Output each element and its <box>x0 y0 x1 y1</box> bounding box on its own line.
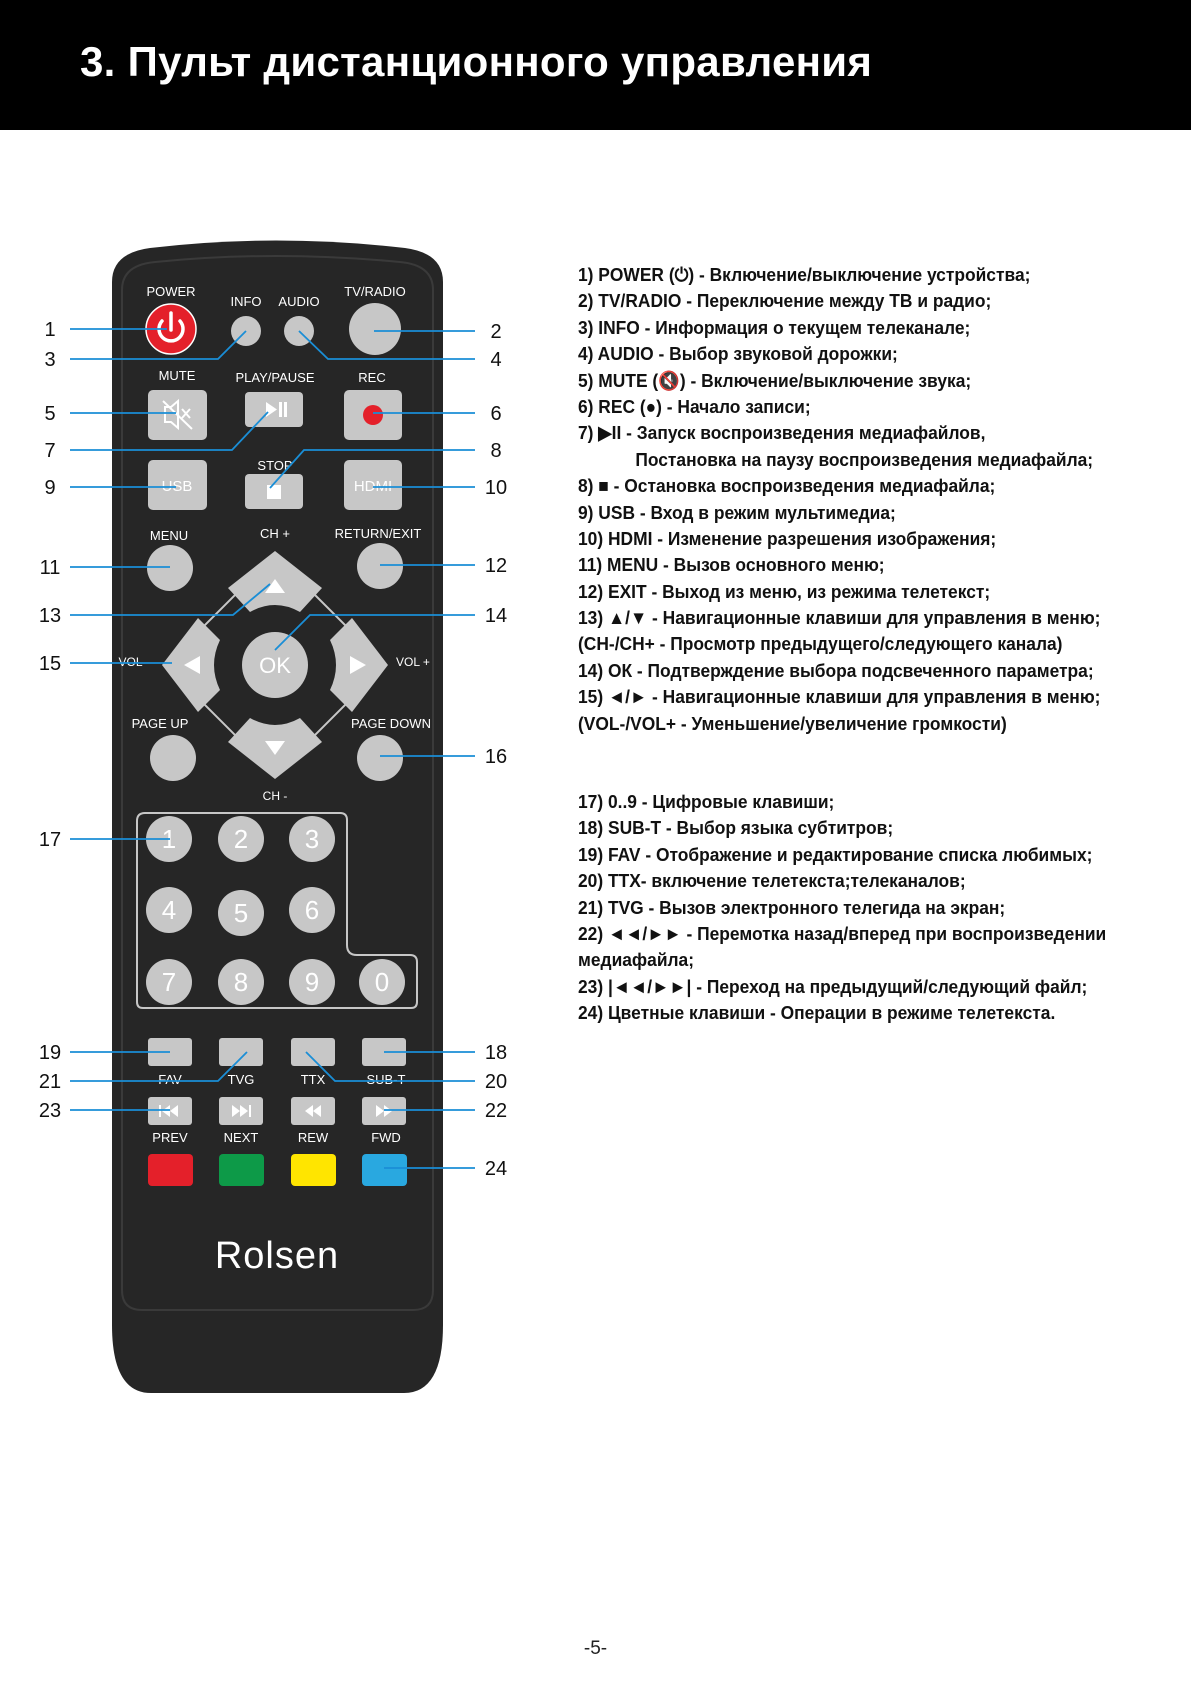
desc-spacer <box>578 737 1142 789</box>
desc-digits: 17) 0..9 - Цифровые клавиши; <box>578 791 835 813</box>
digit-button-6[interactable] <box>289 887 335 933</box>
usb-button[interactable] <box>148 460 207 510</box>
play-pause-button[interactable] <box>245 392 303 427</box>
callout-16: 16 <box>484 746 508 768</box>
page-up-label: PAGE UP <box>131 716 189 731</box>
hdmi-button[interactable] <box>344 460 402 510</box>
digit-button-7[interactable] <box>146 959 192 1005</box>
info-label: INFO <box>230 294 262 309</box>
desc-rew-fwd-cont: медиафайла; <box>578 949 695 971</box>
callout-11: 11 <box>39 557 61 579</box>
page-down-label: PAGE DOWN <box>351 716 431 731</box>
callout-12: 12 <box>484 555 508 577</box>
callout-10: 10 <box>484 477 508 499</box>
stop-icon <box>267 485 281 499</box>
desc-stop: 8) ■ - Остановка воспроизведения медиафайла; <box>578 475 996 497</box>
callout-4: 4 <box>490 349 502 371</box>
digit-button-8[interactable] <box>218 959 264 1005</box>
desc-fav: 19) FAV - Отображение и редактирование списка любимых; <box>578 843 1093 865</box>
page-number: -5- <box>583 1638 608 1659</box>
tv-radio-label: TV/RADIO <box>344 284 406 299</box>
desc-color-keys: 24) Цветные клавиши - Операции в режиме телетекста. <box>578 1002 1056 1024</box>
desc-info: 3) INFO - Информация о текущем телеканале; <box>578 316 971 338</box>
callout-22: 22 <box>484 1100 508 1122</box>
desc-hdmi: 10) HDMI - Изменение разрешения изображения; <box>578 527 997 549</box>
digit-button-0[interactable] <box>359 959 405 1005</box>
page-down-button[interactable] <box>357 735 403 781</box>
rew-label: REW <box>297 1130 329 1145</box>
desc-ok: 14) ОК - Подтверждение выбора подсвеченного параметра; <box>578 659 1094 681</box>
callout-15: 15 <box>38 653 62 675</box>
digit-label: 4 <box>161 895 177 925</box>
prev-label: PREV <box>152 1130 188 1145</box>
yellow-button[interactable] <box>291 1154 336 1186</box>
callout-5: 5 <box>44 403 56 425</box>
prev-button[interactable] <box>148 1097 192 1125</box>
desc-ch: (CH-/CH+ - Просмотр предыдущего/следующего канала) <box>578 633 1063 655</box>
page-title: 3. Пульт дистанционного управления <box>80 38 873 85</box>
desc-usb: 9) USB - Вход в режим мультимедиа; <box>578 501 896 523</box>
hdmi-label: HDMI <box>353 478 393 495</box>
digit-label: 5 <box>233 898 249 928</box>
rew-button[interactable] <box>291 1097 335 1125</box>
callout-7: 7 <box>44 440 56 462</box>
green-button[interactable] <box>219 1154 264 1186</box>
stop-button[interactable] <box>245 474 303 509</box>
digit-label: 9 <box>304 967 320 997</box>
desc-vol: (VOL-/VOL+ - Уменьшение/увеличение громкости) <box>578 712 1007 734</box>
sub-t-label: SUB-T <box>366 1072 406 1087</box>
callout-8: 8 <box>490 440 502 462</box>
desc-prev-next: 23) |◄◄/►►| - Переход на предыдущий/следующий файл; <box>578 975 1088 997</box>
rec-button[interactable] <box>344 390 402 440</box>
desc-rec: 6) REC (●) - Начало записи; <box>578 395 811 417</box>
fav-label: FAV <box>158 1072 182 1087</box>
callout-3: 3 <box>44 349 56 371</box>
ttx-button[interactable] <box>291 1038 335 1066</box>
menu-button[interactable] <box>147 545 193 591</box>
desc-left-right: 15) ◄/► - Навигационные клавиши для управления в меню; <box>578 686 1101 708</box>
play-pause-label: PLAY/PAUSE <box>235 370 315 385</box>
digit-label: 2 <box>233 824 249 854</box>
desc-rew-fwd: 22) ◄◄/►► - Перемотка назад/вперед при воспроизведении <box>578 922 1107 944</box>
digit-button-4[interactable] <box>146 887 192 933</box>
digit-label: 3 <box>304 824 320 854</box>
digit-button-5[interactable] <box>218 890 264 936</box>
digit-label: 7 <box>161 967 177 997</box>
desc-sub-t: 18) SUB-T - Выбор языка субтитров; <box>578 817 894 839</box>
callout-6: 6 <box>490 403 502 425</box>
callout-14: 14 <box>484 605 508 627</box>
page-up-button[interactable] <box>150 735 196 781</box>
desc-audio: 4) AUDIO - Выбор звуковой дорожки; <box>578 343 898 365</box>
callout-9: 9 <box>44 477 56 499</box>
digit-label: 8 <box>233 967 249 997</box>
tv-radio-button[interactable] <box>349 303 401 355</box>
desc-exit: 12) EXIT - Выход из меню, из режима телетекст; <box>578 580 991 602</box>
menu-label: MENU <box>149 528 189 543</box>
desc-mute: 5) MUTE (🔇) - Включение/выключение звука; <box>578 369 972 391</box>
return-exit-button[interactable] <box>357 543 403 589</box>
vol-minus-label: VOL - <box>118 655 150 669</box>
callout-21: 21 <box>38 1071 62 1093</box>
desc-power: 1) POWER (⏻) - Включение/выключение устройства; <box>578 264 1031 285</box>
fwd-label: FWD <box>371 1130 401 1145</box>
callout-18: 18 <box>484 1042 508 1064</box>
digit-label: 6 <box>304 895 320 925</box>
ok-label: OK <box>259 653 291 678</box>
callout-24: 24 <box>484 1158 508 1180</box>
callout-13: 13 <box>38 605 62 627</box>
next-label: NEXT <box>223 1130 259 1145</box>
callout-20: 20 <box>484 1071 508 1093</box>
digit-button-2[interactable] <box>218 816 264 862</box>
callout-2: 2 <box>490 321 502 343</box>
button-descriptions <box>578 262 1142 1027</box>
desc-tv-radio: 2) TV/RADIO - Переключение между ТВ и радио; <box>578 290 992 312</box>
digit-label: 1 <box>161 824 177 854</box>
stop-label: STOP <box>257 458 293 473</box>
digit-label: 0 <box>374 967 390 997</box>
next-button[interactable] <box>219 1097 263 1125</box>
mute-button[interactable] <box>148 390 207 440</box>
callout-17: 17 <box>38 829 62 851</box>
return-exit-label: RETURN/EXIT <box>334 526 422 541</box>
desc-tvg: 21) TVG - Вызов электронного телегида на экран; <box>578 896 1006 918</box>
vol-plus-label: VOL + <box>396 655 430 669</box>
ch-minus-label: CH - <box>262 789 288 803</box>
tvg-button[interactable] <box>219 1038 263 1066</box>
desc-up-down: 13) ▲/▼ - Навигационные клавиши для управления в меню; <box>578 607 1101 629</box>
power-label: POWER <box>146 284 196 299</box>
digit-button-9[interactable] <box>289 959 335 1005</box>
record-icon <box>363 405 383 425</box>
callout-23: 23 <box>38 1100 62 1122</box>
brand-logo: Rolsen <box>214 1235 340 1277</box>
callout-19: 19 <box>38 1042 62 1064</box>
red-button[interactable] <box>148 1154 193 1186</box>
audio-label: AUDIO <box>278 294 320 309</box>
desc-menu: 11) MENU - Вызов основного меню; <box>578 554 885 576</box>
callout-1: 1 <box>44 319 56 341</box>
desc-play-pause-cont: Постановка на паузу воспроизведения медиафайла; <box>635 448 1094 470</box>
ch-plus-label: CH + <box>260 526 290 541</box>
mute-label: MUTE <box>158 368 196 383</box>
tvg-label: TVG <box>227 1072 255 1087</box>
usb-label: USB <box>161 478 193 495</box>
digit-button-3[interactable] <box>289 816 335 862</box>
desc-ttx: 20) TTX- включение телетекста;телеканалов; <box>578 870 966 892</box>
desc-play-pause: 7) ▶II - Запуск воспроизведения медиафайлов, <box>578 422 986 444</box>
rec-label: REC <box>358 370 386 385</box>
fwd-button[interactable] <box>362 1097 406 1125</box>
blue-button[interactable] <box>362 1154 407 1186</box>
ttx-label: TTX <box>300 1072 326 1087</box>
